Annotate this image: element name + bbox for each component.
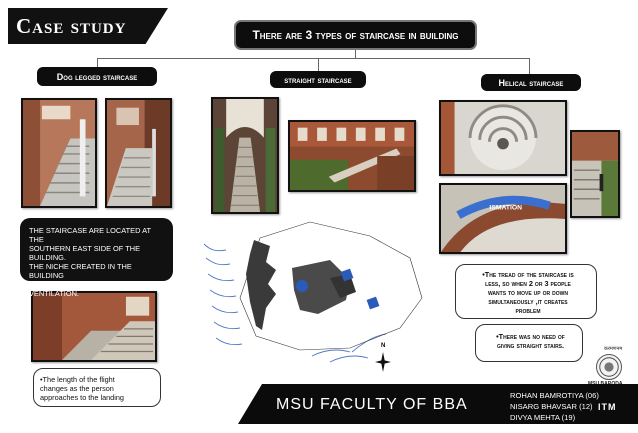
compass-label: N [381,343,386,349]
location-note [20,218,173,298]
photo-dog-legged-3 [31,291,157,362]
connector-horizontal [97,58,529,59]
types-heading: There are 3 types of staircase in building [234,20,477,50]
heading-helical: Helical staircase [481,74,581,91]
note-line: THE NICHE CREATED IN THE BUILDING [29,262,132,280]
member-name: DIVYA MEHTA (19) [510,413,576,422]
note-line: giving straight stairs. [496,341,565,350]
note-line: SOUTHERN EAST SIDE OF THE [29,244,141,253]
tread-note [455,264,597,319]
note-line: BUILDING. [29,253,66,262]
institute-logo: ITM [598,402,617,412]
need-note [475,324,583,362]
note-line: less, so when 2 or 3 people [485,279,571,288]
note-line: •There was no need of [496,332,565,341]
photo-dog-legged-1 [21,98,97,208]
note-line: changes as the person [40,384,114,393]
note-line: problem [515,306,541,315]
team-members [510,390,599,423]
connector-center [318,58,319,71]
photo-straight-1 [211,97,279,214]
compass-icon [374,348,392,374]
note-line: •The length of the flight [40,375,115,384]
note-line: wants to move up or down [487,288,569,297]
signage-text: ISMATION [489,204,523,212]
heading-straight: straight staircase [270,71,366,88]
note-line: SHAPE , CREATES WIND VENTILATION. [29,280,117,298]
photo-helical-2 [570,130,620,218]
photo-straight-2 [288,120,416,192]
site-plan [200,218,430,368]
heading-dog-legged: Dog legged staircase [37,67,157,86]
note-line: approaches to the landing [40,393,124,402]
seal-top-text: करमणनम [604,346,623,352]
connector-right [529,58,530,74]
member-name: NISARG BHAVSAR (12) [510,402,593,411]
note-line: THE STAIRCASE ARE LOCATED AT THE [29,226,151,244]
photo-helical-3 [439,183,567,254]
footer-title: MSU FACULTY OF BBA [276,396,468,413]
note-line: simultaneously ,it creates [488,297,568,306]
connector-down [355,50,356,58]
flight-note [33,368,161,407]
page-title: Case study [16,14,127,38]
connector-left [97,58,98,67]
photo-helical-1 [439,100,567,176]
university-seal-icon [596,354,622,380]
member-name: ROHAN BAMROTIYA (06) [510,391,599,400]
note-line: •The tread of the staircase is [482,270,574,279]
photo-dog-legged-2 [105,98,172,208]
